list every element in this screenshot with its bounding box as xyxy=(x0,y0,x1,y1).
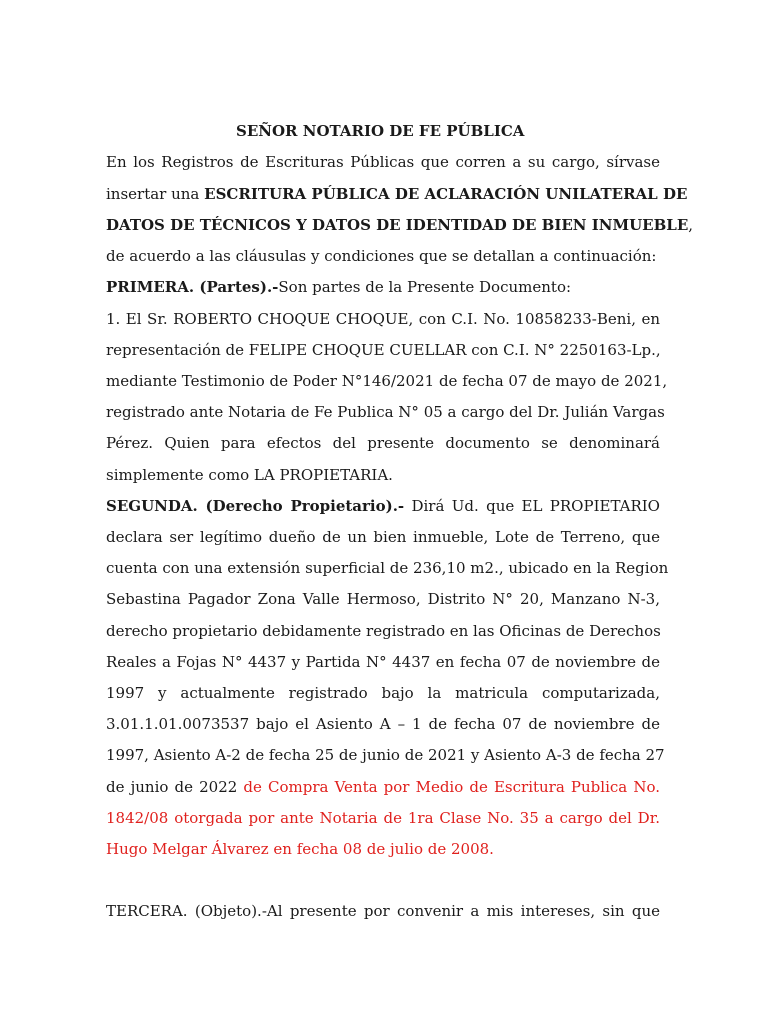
segunda-line-9: 1997, Asiento A-2 de fecha 25 de junio de 2021 y Asiento A-3 de fecha 27 xyxy=(106,746,665,764)
segunda-line-10-text: de junio de 2022 xyxy=(106,778,244,796)
intro-line-2 xyxy=(106,184,688,204)
primera-line-3: mediante Testimonio de Poder N°146/2021 de fecha 07 de mayo de 2021, xyxy=(106,372,668,390)
intro-line-2-text: insertar una xyxy=(106,185,205,203)
clause-tercera-line-1: TERCERA. (Objeto).-Al presente por convenir a mis intereses, sin que xyxy=(106,902,660,920)
document-title: SEÑOR NOTARIO DE FE PÚBLICA xyxy=(236,122,525,140)
primera-line-2: representación de FELIPE CHOQUE CUELLAR con C.I. N° 2250163-Lp., xyxy=(106,341,661,359)
deed-type-bold-cont: DATOS DE TÉCNICOS Y DATOS DE IDENTIDAD DE BIEN INMUEBLE xyxy=(106,216,689,234)
clause-segunda-heading-line xyxy=(106,496,660,516)
segunda-line-1: Dirá Ud. que EL PROPIETARIO xyxy=(404,497,660,515)
segunda-line-7: 1997 y actualmente registrado bajo la matricula computarizada, xyxy=(106,684,660,702)
highlighted-deed-reference-line-3: Hugo Melgar Álvarez en fecha 08 de julio de 2008. xyxy=(106,840,494,858)
intro-line-1: En los Registros de Escrituras Públicas que corren a su cargo, sírvase xyxy=(106,153,660,171)
primera-line-1: 1. El Sr. ROBERTO CHOQUE CHOQUE, con C.I. No. 10858233-Beni, en xyxy=(106,310,660,328)
primera-line-4: registrado ante Notaria de Fe Publica N° 05 a cargo del Dr. Julián Vargas xyxy=(106,403,665,421)
clause-primera-heading: PRIMERA. (Partes).- xyxy=(106,278,279,296)
segunda-line-6: Reales a Fojas N° 4437 y Partida N° 4437 en fecha 07 de noviembre de xyxy=(106,653,660,671)
clause-primera-text: Son partes de la Presente Documento: xyxy=(278,278,572,296)
clause-segunda-heading: SEGUNDA. (Derecho Propietario).- xyxy=(106,497,405,515)
primera-line-5: Pérez. Quien para efectos del presente documento se denominará xyxy=(106,434,660,452)
segunda-line-3: cuenta con una extensión superficial de 236,10 m2., ubicado en la Region xyxy=(106,559,669,577)
intro-line-3 xyxy=(106,215,694,235)
primera-line-6: simplemente como LA PROPIETARIA. xyxy=(106,466,393,484)
highlighted-deed-reference-line-2: 1842/08 otorgada por ante Notaria de 1ra Clase No. 35 a cargo del Dr. xyxy=(106,809,660,827)
intro-line-4: de acuerdo a las cláusulas y condiciones que se detallan a continuación: xyxy=(106,247,657,265)
segunda-line-8: 3.01.1.01.0073537 bajo el Asiento A – 1 de fecha 07 de noviembre de xyxy=(106,715,660,733)
segunda-line-10 xyxy=(106,777,660,797)
highlighted-deed-reference: de Compra Venta por Medio de Escritura Publica No. xyxy=(243,778,660,796)
segunda-line-2: declara ser legítimo dueño de un bien inmueble, Lote de Terreno, que xyxy=(106,528,660,546)
deed-type-bold: ESCRITURA PÚBLICA DE ACLARACIÓN UNILATERAL DE xyxy=(204,185,688,203)
clause-primera-heading-line xyxy=(106,277,660,297)
intro-line-3-comma: , xyxy=(688,216,694,234)
segunda-line-4: Sebastina Pagador Zona Valle Hermoso, Distrito N° 20, Manzano N-3, xyxy=(106,590,660,608)
segunda-line-5: derecho propietario debidamente registrado en las Oficinas de Derechos xyxy=(106,622,661,640)
